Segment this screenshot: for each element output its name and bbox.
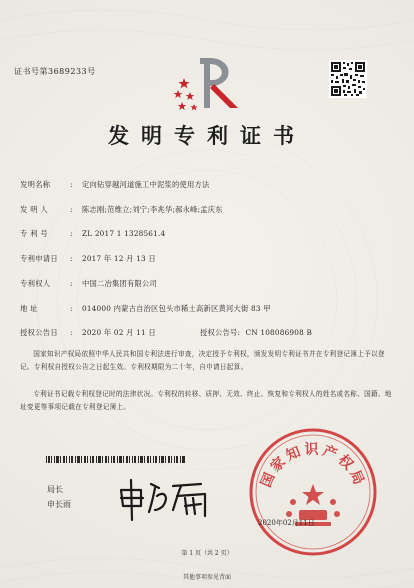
grant-paragraph: 国家知识产权局依照中华人民共和国专利法进行审查，决定授予专利权，颁发发明专利证书并在专利登记簿上予以登记。专利权自授权公告之日起生效。专利权期限为二十年，自申请日起算。: [20, 350, 385, 371]
field-separator: :: [70, 205, 73, 214]
handwritten-signature: [115, 476, 215, 524]
field-label: 发明名称: [20, 180, 51, 189]
field-value: 中国二冶集团有限公司: [82, 279, 157, 288]
announcement-row: 授权公告日 : 2020 年 02 月 11 日 授权公告号 : CN 108086908 B: [20, 328, 313, 337]
field-label: 专利申请日: [20, 254, 58, 263]
seal-text: 国家知识产权局: [258, 442, 368, 490]
barcode-icon: [46, 456, 186, 463]
field-value: 014000 内蒙古自治区包头市稀土高新区黄河大街 83 甲: [82, 304, 271, 313]
field-label: 专 利 号: [20, 229, 49, 238]
official-seal-icon: [247, 426, 379, 558]
field-separator: :: [70, 180, 73, 189]
field-patent-number: [20, 229, 165, 239]
field-patentee: [20, 279, 157, 289]
field-separator: :: [70, 229, 73, 238]
field-label: 地 址: [20, 304, 38, 313]
field-value: 2017 年 12 月 13 日: [82, 254, 156, 263]
certificate-number: 证书号第3689233号: [14, 67, 96, 76]
field-separator: :: [70, 279, 73, 288]
svg-text:国家知识产权局: [257, 441, 367, 490]
signatory-name: 申长雨: [47, 500, 71, 509]
announcement-date-value: 2020 年 02 月 11 日: [82, 328, 156, 337]
legal-status-paragraph: 专利证书记载专利权登记时的法律状况。专利权的转移、质押、无效、终止、恢复和专利权人的姓名或名称、国籍、地址变更等事项记载在专利登记簿上。: [20, 390, 392, 411]
announcement-date-label: 授权公告日: [20, 328, 58, 337]
field-invention-name: [20, 180, 209, 190]
field-value: 陈志刚;范维立;刘宁;李兆华;郝永峰;孟庆东: [82, 205, 223, 214]
field-label: 专利权人: [20, 279, 51, 288]
back-note: 其他事项参见背面: [182, 574, 231, 581]
qr-code-icon: [329, 60, 367, 98]
signatory-title: 局长: [47, 485, 63, 494]
field-inventors: [20, 205, 223, 215]
page-indicator: 第 1 页（共 2 页）: [181, 550, 233, 557]
field-value: ZL 2017 1 1328561.4: [82, 229, 166, 238]
field-application-date: [20, 254, 156, 264]
field-address: [20, 304, 271, 314]
announcement-number-value: CN 108086908 B: [245, 328, 313, 337]
certificate-title: 发明专利证书: [108, 123, 306, 148]
field-value: 定向钻穿越河道施工中泥浆的使用方法: [82, 180, 210, 189]
field-label: 发 明 人: [20, 205, 49, 214]
announcement-number-label: 授权公告号: [200, 328, 238, 337]
seal-date: 2020年02月11日: [258, 519, 315, 527]
field-separator: :: [70, 304, 73, 313]
patent-office-logo-icon: [170, 48, 246, 116]
field-separator: :: [70, 254, 73, 263]
